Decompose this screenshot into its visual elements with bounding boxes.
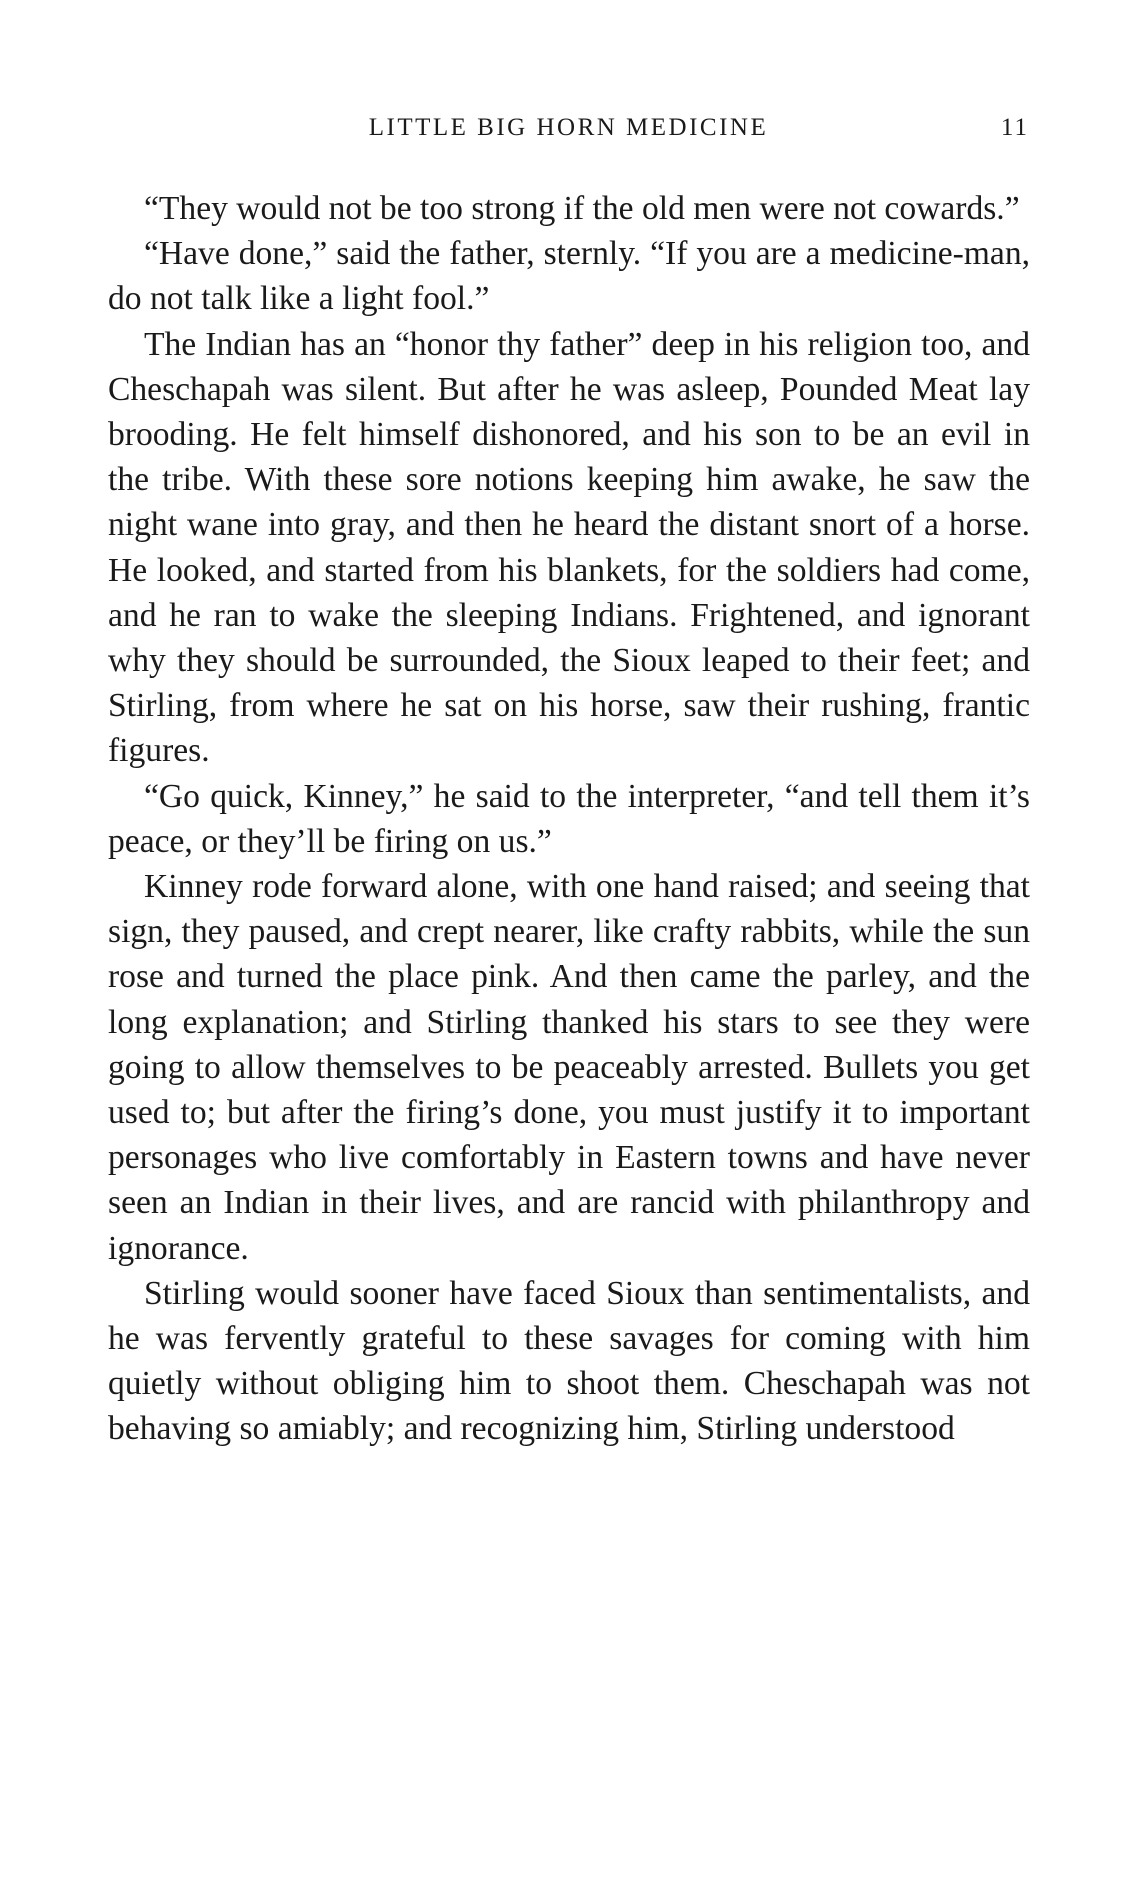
body-text <box>108 186 1030 1452</box>
paragraph: Stirling would sooner have faced Sioux than sentimentalists, and he was fervently grateful to these savages for coming with him quietly without obliging him to shoot them. Cheschapah was not behaving so amiably; and recognizing him, Stirling understood <box>108 1274 1030 1448</box>
paragraph: The Indian has an “honor thy father” deep in his religion too, and Cheschapah was silent. But after he was asleep, Pounded Meat lay brooding. He felt himself dishonored, and his son to be an evil in the tribe. With these sore notions keeping him awake, he saw the night wane into gray, and then he heard the distant snort of a horse. He looked, and started from his blankets, for the soldiers had come, and he ran to wake the sleeping Indians. Frightened, and ignorant why they should be surrounded, the Sioux leaped to their feet; and Stirling, from where he sat on his horse, saw their rushing, frantic figures. <box>108 325 1030 770</box>
running-head <box>108 108 1029 148</box>
paragraph: Kinney rode forward alone, with one hand raised; and seeing that sign, they paused, and crept nearer, like crafty rabbits, while the sun rose and turned the place pink. And then came the parley, and the long explanation; and Stirling thanked his stars to see they were going to allow themselves to be peaceably arrested. Bullets you get used to; but after the firing’s done, you must justify it to important personages who live comfortably in Eastern towns and have never seen an Indian in their lives, and are rancid with philanthropy and ignorance. <box>108 868 1030 1267</box>
running-title: LITTLE BIG HORN MEDICINE <box>368 114 769 141</box>
paragraph: “Go quick, Kinney,” he said to the interpreter, “and tell them it’s peace, or they’ll be firing on us.” <box>108 777 1030 860</box>
paragraph: “They would not be too strong if the old men were not cowards.” <box>144 190 1020 227</box>
page-number: 11 <box>1000 114 1029 141</box>
paragraph: “Have done,” said the father, sternly. “If you are a medicine-man, do not talk like a light fool.” <box>108 235 1030 318</box>
